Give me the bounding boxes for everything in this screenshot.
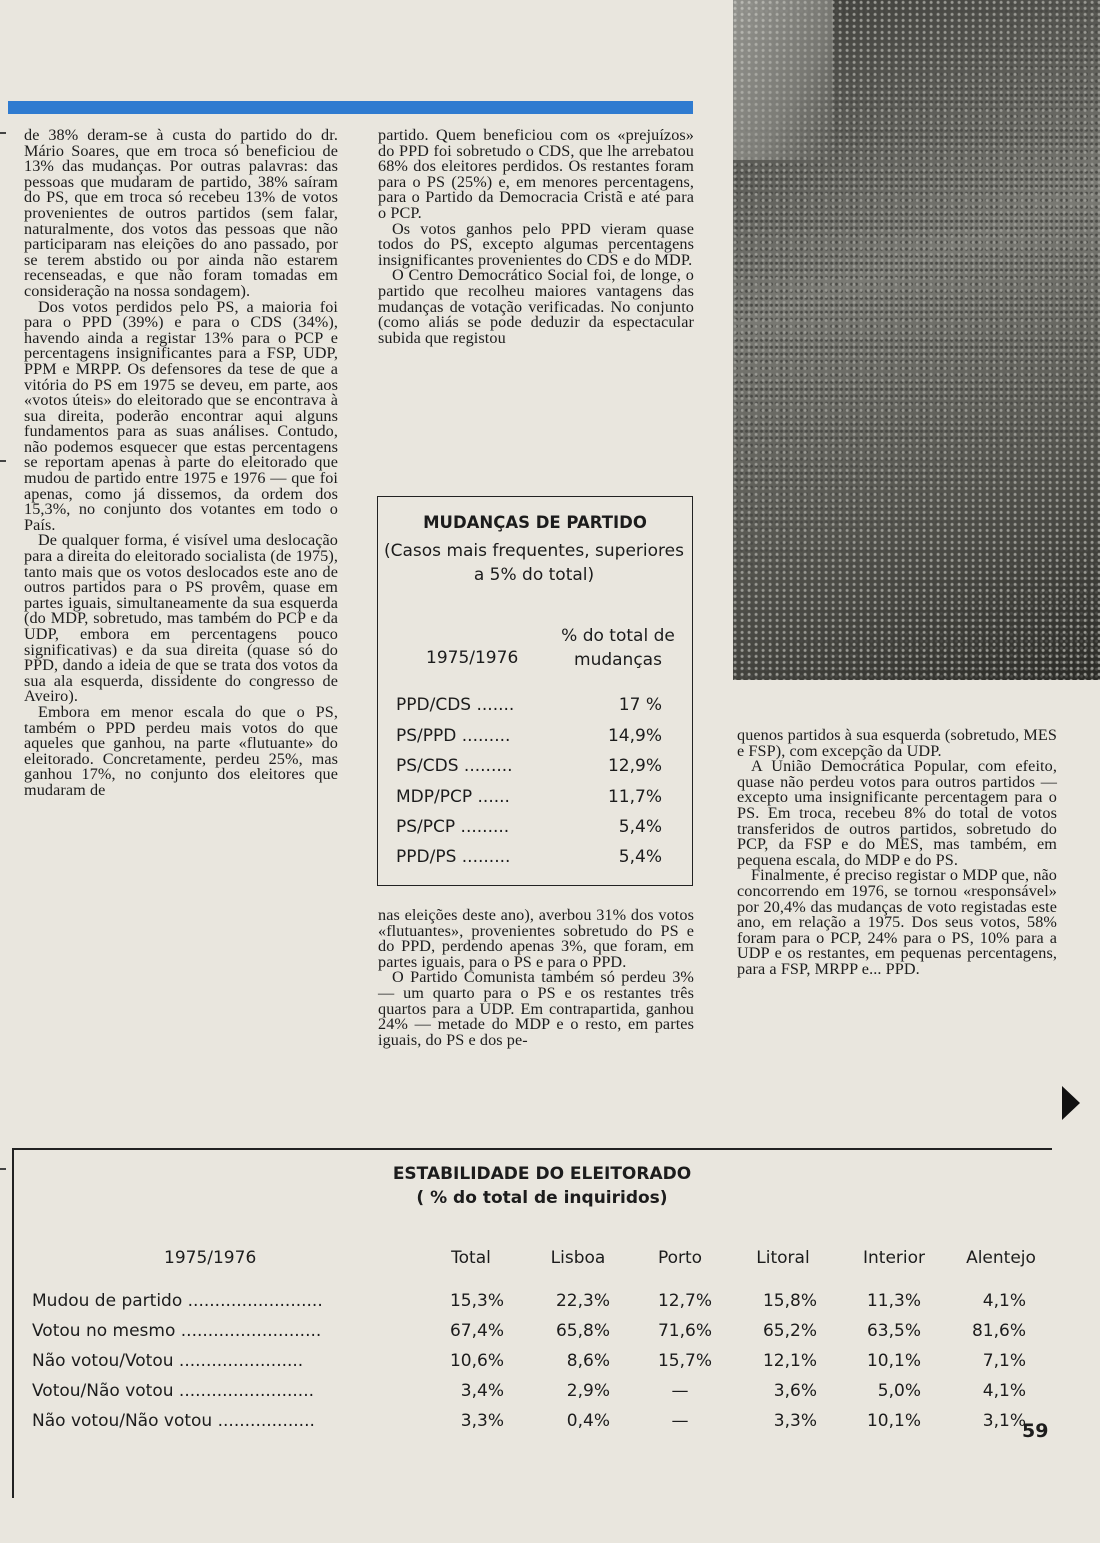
table-left-rule <box>12 1148 14 1498</box>
paragraph: A União Democrática Popular, com efeito, quase não perdeu votos para outros partidos — excepto uma insignificante percentagem para o PS. Em troca, recebeu 8% do total de votos transferidos de outros partidos, sobretudo do PCP, da FSP e do MES, mas também, em pequena escala, do MDP e do PS. <box>737 757 1057 869</box>
box-subtitle: (Casos mais frequentes, superiores a 5% do total) <box>384 541 684 585</box>
table-year-header: 1975/1976 <box>164 1248 257 1268</box>
table-cell: 10,1% <box>866 1411 921 1431</box>
table-subtitle: ( % do total de inquiridos) <box>416 1188 668 1208</box>
box-row-label: PPD/CDS ....... <box>396 695 515 715</box>
table-col-header: Alentejo <box>966 1248 1036 1268</box>
paragraph: Finalmente, é preciso registar o MDP que, não concorrendo em 1976, se tornou «responsável» por 20,4% das mudanças de voto registadas este ano, em relação a 1975. Dos seus votos, 58% foram para o PCP, 24% para o PS, 10% para a UDP e os restantes, em pequenas percentagens, para a FSP, MRPP e... PPD. <box>737 866 1057 978</box>
table-cell: 7,1% <box>982 1351 1026 1371</box>
table-col-header: Lisboa <box>550 1248 606 1268</box>
box-col-header-pct: % do total de mudanças <box>561 626 675 670</box>
box-row-value: 12,9% <box>607 756 662 776</box>
page-number: 59 <box>1022 1420 1049 1442</box>
box-row-label: PPD/PS ......... <box>396 847 511 867</box>
table-title: ESTABILIDADE DO ELEITORADO <box>392 1164 692 1184</box>
table-cell: 4,1% <box>982 1291 1026 1311</box>
table-cell: 4,1% <box>982 1381 1026 1401</box>
paragraph: de 38% deram-se à custa do partido do dr. Mário Soares, que em troca só beneficiou de 13% das mudanças. Por outras palavras: das pessoas que mudaram de partido, 38% saíram do PS, que em troca só recebeu 13% de votos provenientes de outros partidos (sem falar, naturalmente, dos votos das pessoas que não participaram nas eleições do ano passado, por se terem abstido ou por ainda não estarem recenseadas, e que não foram tomadas em consideração na nossa sondagem). <box>24 126 338 300</box>
paragraph: partido. Quem beneficiou com os «prejuízos» do PPD foi sobretudo o CDS, que lhe arrebatou 68% dos eleitores perdidos. Os restantes foram para o PS (25%) e, em menores percentagens, para o Partido da Democracia Cristã e até para o PCP. <box>378 126 694 222</box>
table-row-label: Não votou/Não votou .................. <box>32 1411 315 1431</box>
table-cell: 10,1% <box>866 1351 921 1371</box>
table-cell: — <box>671 1381 689 1401</box>
table-col-header: Interior <box>862 1248 925 1268</box>
article-column-2-bottom <box>378 908 694 1048</box>
paragraph: Embora em menor escala do que o PS, também o PPD perdeu mais votos do que aqueles que ganhou, na parte «flutuante» do eleitorado. Concretamente, perdeu 25%, mas ganhou 17%, no conjunto dos eleitores que mudaram de <box>24 702 338 799</box>
box-row <box>396 756 662 786</box>
table-cell: 2,9% <box>566 1381 610 1401</box>
article-column-3 <box>737 728 1057 978</box>
box-row-value: 11,7% <box>607 787 662 807</box>
box-row-value: 5,4% <box>618 817 662 837</box>
paragraph: Dos votos perdidos pelo PS, a maioria foi para o PPD (39%) e para o CDS (34%), havendo ainda a registar 13% para o PCP e percentagens insignificantes para a FSP, UDP, PPM e MRPP. Os defensores da tese de que a vitória do PS em 1975 se deveu, em parte, aos «votos úteis» do eleitorado que se encontrava à sua direita, poderão encontrar aqui alguns fundamentos para as suas análises. Contudo, não podemos esquecer que estas percentagens se reportam apenas à parte do eleitorado que mudou de partido entre 1975 e 1976 — que foi apenas, como já dissemos, da ordem dos 15,3%, no conjunto dos votantes em todo o País. <box>24 297 338 534</box>
table-cell: 3,1% <box>982 1411 1026 1431</box>
box-row <box>396 695 662 725</box>
header-blue-rule <box>8 101 693 114</box>
article-column-1 <box>24 128 338 799</box>
paragraph: O Partido Comunista também só perdeu 3% — um quarto para o PS e os restantes três quartos para a UDP. Em contrapartida, ganhou 24% — metade do MDP e o resto, em partes iguais, do PS e dos pe- <box>378 968 694 1049</box>
table-cell: 65,8% <box>555 1321 610 1341</box>
table-cell: 3,3% <box>460 1411 504 1431</box>
table-cell: 15,7% <box>657 1351 712 1371</box>
paragraph: nas eleições deste ano), averbou 31% dos votos «flutuantes», provenientes sobretudo do PS e do PPD, perdendo apenas 3%, que foram, em partes iguais, para o PS e para o PPD. <box>378 906 694 971</box>
table-cell: 3,3% <box>773 1411 817 1431</box>
box-row-label: PS/PCP ......... <box>396 817 510 837</box>
table-row-label: Votou/Não votou ......................... <box>32 1381 315 1401</box>
table-cell: 12,7% <box>657 1291 712 1311</box>
box-col-header-year: 1975/1976 <box>426 648 519 668</box>
table-cell: 71,6% <box>657 1321 712 1341</box>
table-cell: 3,4% <box>460 1381 504 1401</box>
crowd-photo-highlight <box>733 0 833 160</box>
table-cell: 63,5% <box>866 1321 921 1341</box>
box-row-value: 5,4% <box>618 847 662 867</box>
table-cell: 81,6% <box>971 1321 1026 1341</box>
edge-mark <box>0 132 6 134</box>
table-cell: 10,6% <box>449 1351 504 1371</box>
table-col-header: Litoral <box>756 1248 810 1268</box>
mudancas-de-partido-box <box>377 496 693 886</box>
box-row <box>396 787 662 817</box>
box-row-value: 17 % <box>618 695 662 715</box>
table-cell: 8,6% <box>566 1351 610 1371</box>
table-cell: 67,4% <box>449 1321 504 1341</box>
table-cell: 12,1% <box>762 1351 817 1371</box>
box-row-label: PS/PPD ......... <box>396 726 511 746</box>
paragraph: Os votos ganhos pelo PPD vieram quase todos do PS, excepto algumas percentagens insignificantes provenientes do CDS e do MDP. <box>378 219 694 269</box>
paragraph: quenos partidos à sua esquerda (sobretudo, MES e FSP), com excepção da UDP. <box>737 726 1057 760</box>
table-cell: 11,3% <box>866 1291 921 1311</box>
table-cell: 5,0% <box>877 1381 921 1401</box>
table-top-rule <box>12 1148 1052 1150</box>
article-column-2-top <box>378 128 694 346</box>
edge-mark <box>0 1168 6 1170</box>
continue-arrow-icon <box>1062 1086 1080 1120</box>
box-row-label: PS/CDS ......... <box>396 756 513 776</box>
box-row-label: MDP/PCP ...... <box>396 787 510 807</box>
table-cell: 15,8% <box>762 1291 817 1311</box>
table-row-label: Votou no mesmo .......................... <box>32 1321 322 1341</box>
table-cell: 65,2% <box>762 1321 817 1341</box>
table-cell: 3,6% <box>773 1381 817 1401</box>
table-cell: 22,3% <box>555 1291 610 1311</box>
box-title: MUDANÇAS DE PARTIDO <box>423 513 647 532</box>
box-row-value: 14,9% <box>607 726 662 746</box>
table-cell: 15,3% <box>449 1291 504 1311</box>
box-row <box>396 817 662 847</box>
table-row-label: Não votou/Votou ....................... <box>32 1351 304 1371</box>
edge-mark <box>0 460 6 462</box>
table-col-header: Total <box>451 1248 491 1268</box>
box-row <box>396 726 662 756</box>
box-row <box>396 847 662 877</box>
paragraph: De qualquer forma, é visível uma deslocação para a direita do eleitorado socialista (de 1975), tanto mais que os votos deslocados este ano de outros partidos para o PS provêm, quase em partes iguais, simultaneamente da sua esquerda (do MDP, sobretudo, mas também do PCP e da UDP, embora em percentagens pouco significativas) e da sua direita (quase só do PPD, dando a ideia de que se trata dos votos da sua ala esquerda, dissidente do congresso de Aveiro). <box>24 531 338 706</box>
table-row-label: Mudou de partido ......................... <box>32 1291 323 1311</box>
table-col-header: Porto <box>657 1248 703 1268</box>
table-cell: — <box>671 1411 689 1431</box>
table-cell: 0,4% <box>566 1411 610 1431</box>
paragraph: O Centro Democrático Social foi, de longe, o partido que recolheu maiores vantagens das mudanças de votação verificadas. No conjunto (como aliás se pode deduzir da espectacular subida que registou <box>378 266 694 347</box>
